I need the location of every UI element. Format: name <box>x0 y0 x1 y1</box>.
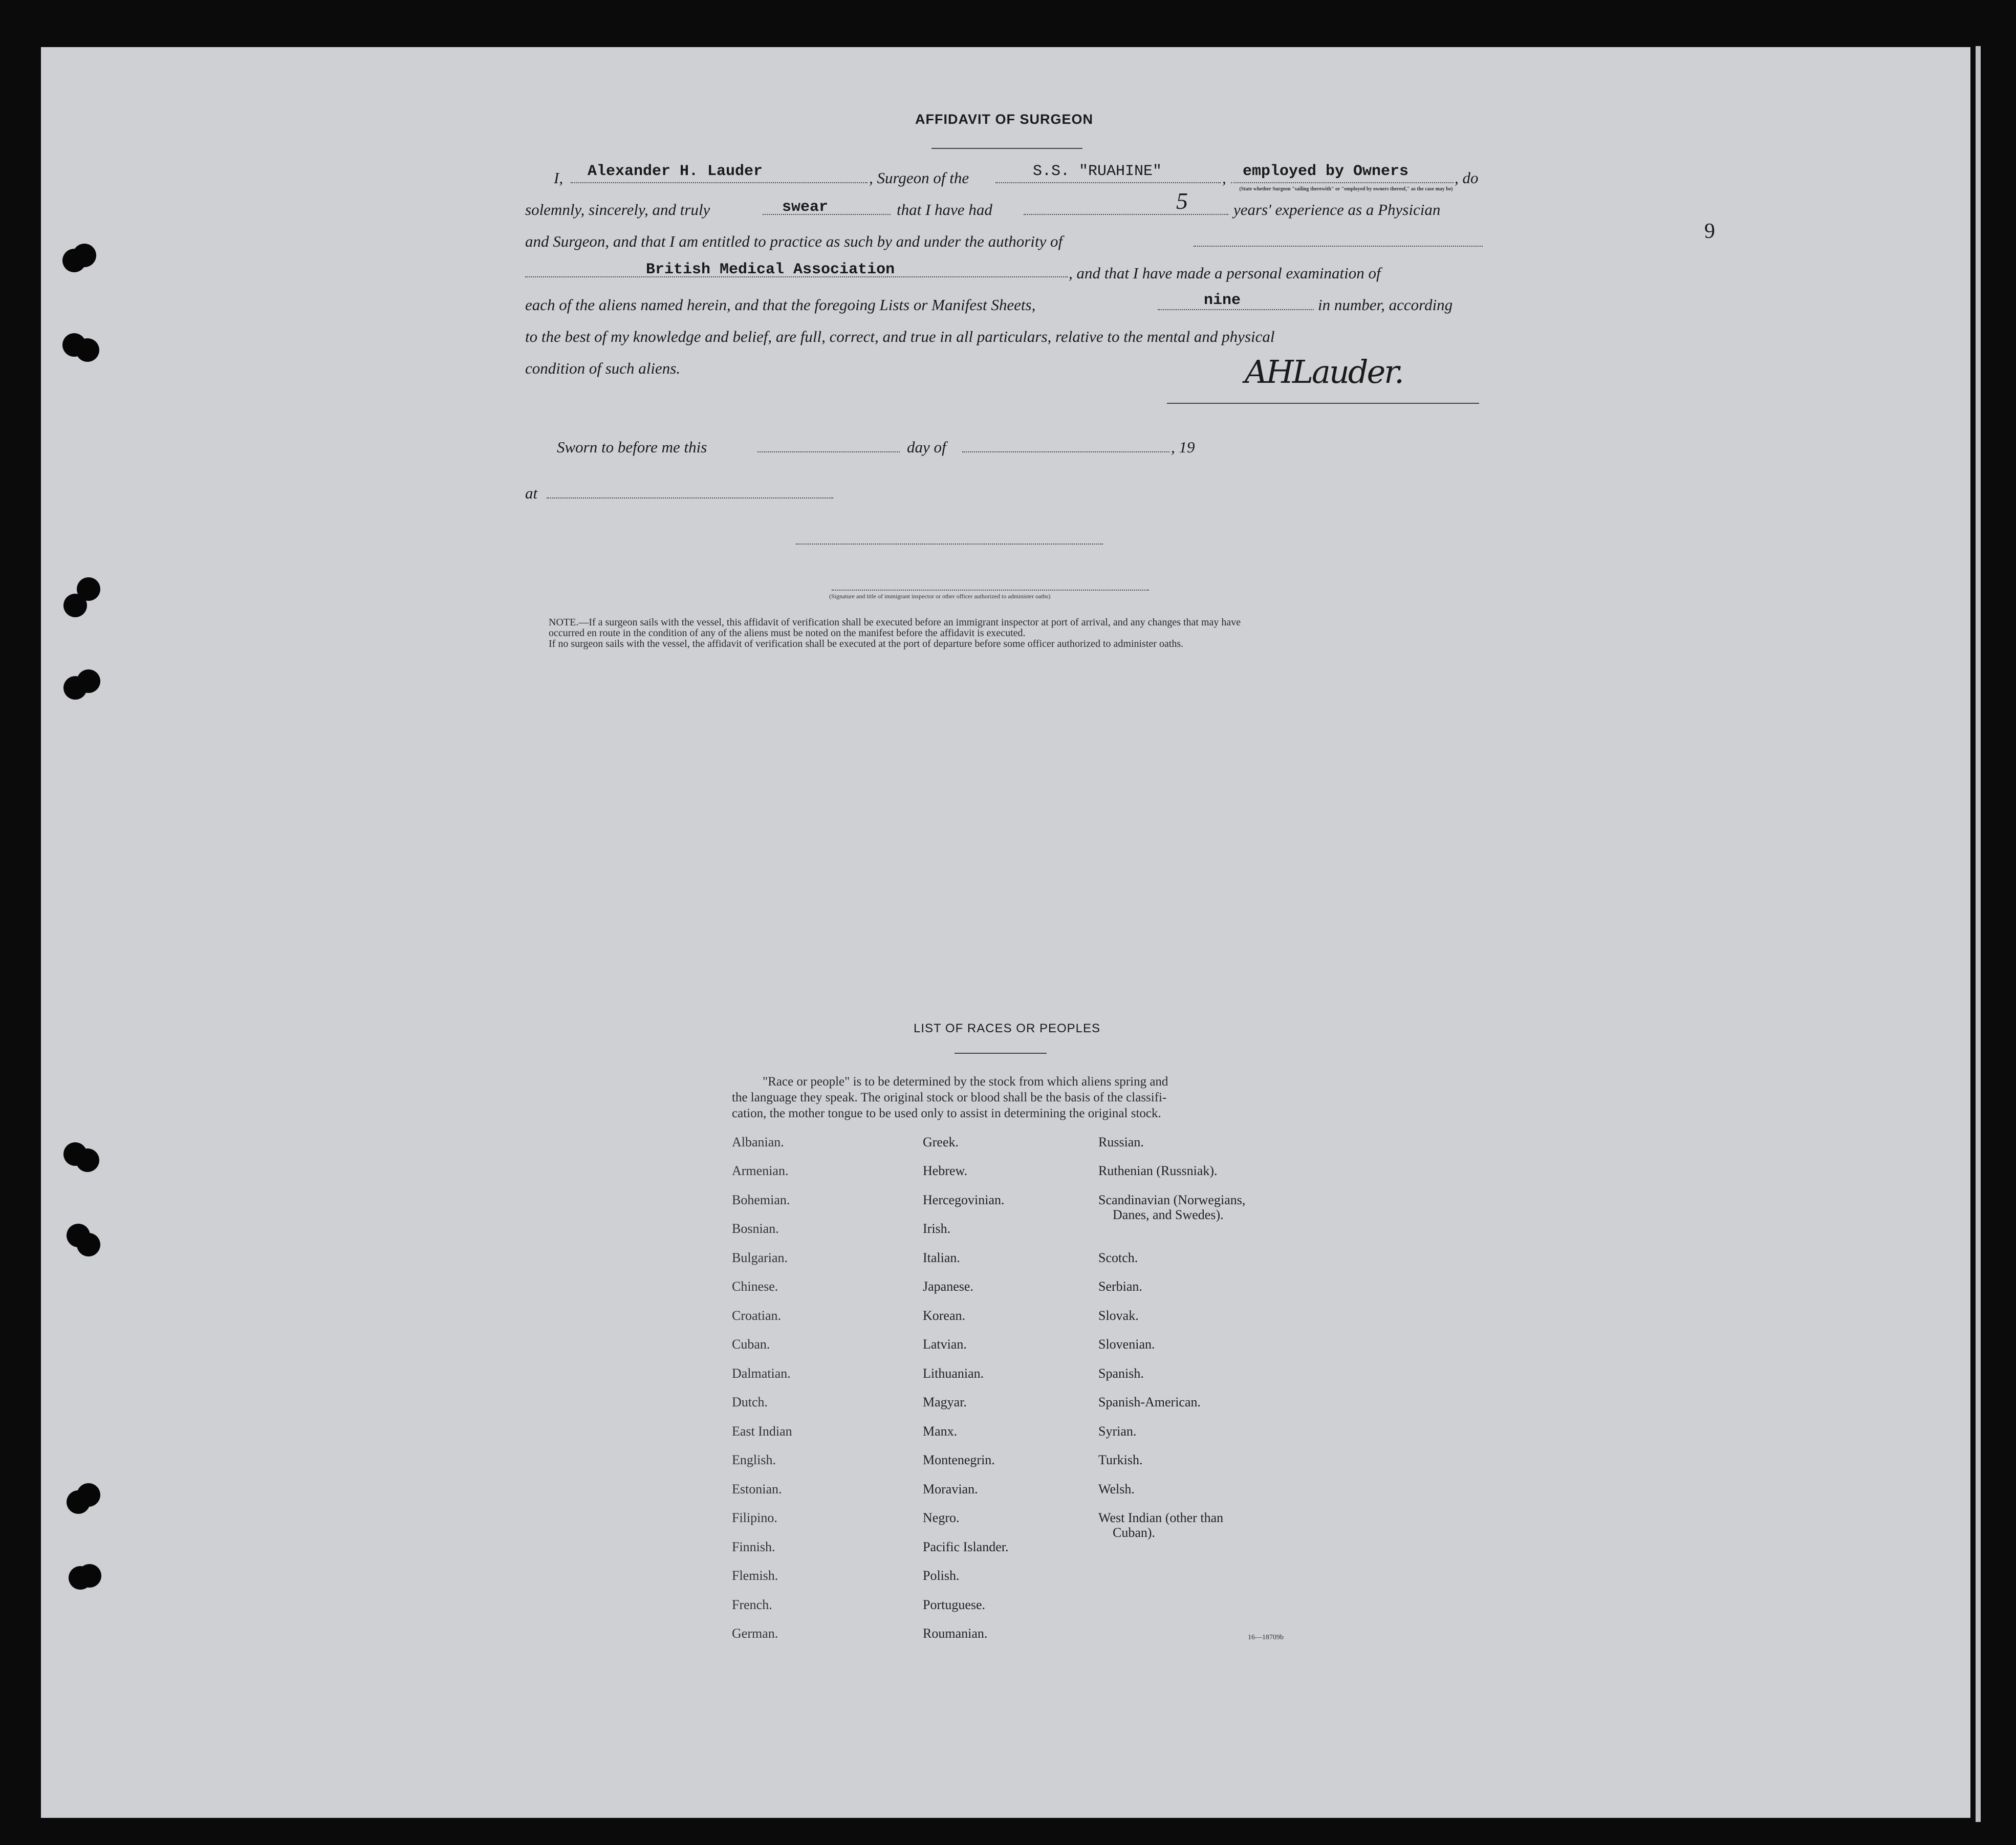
race-item: Bohemian. <box>732 1192 790 1207</box>
race-item: East Indian <box>732 1424 792 1439</box>
race-item: Greek. <box>923 1135 959 1149</box>
authority-value: British Medical Association <box>646 261 895 278</box>
authority-field-top <box>1194 246 1483 247</box>
employment-field <box>1231 182 1454 183</box>
race-item: Spanish. <box>1098 1366 1144 1381</box>
surgeon-signature: AHLauder. <box>1245 353 1403 390</box>
race-item: German. <box>732 1626 778 1641</box>
sworn-month-field <box>962 451 1169 452</box>
text-have-had: that I have had <box>897 201 992 219</box>
race-item: Korean. <box>923 1308 966 1323</box>
race-item: Spanish-American. <box>1098 1395 1201 1409</box>
years-value: 5 <box>1176 188 1188 214</box>
text-years-experience: years' experience as a Physician <box>1233 201 1441 219</box>
title-underline <box>931 148 1082 149</box>
text-solemnly: solemnly, sincerely, and truly <box>525 201 710 219</box>
race-item: Russian. <box>1098 1135 1144 1149</box>
text-surgeon-of: , Surgeon of the <box>869 169 969 187</box>
race-item: Lithuanian. <box>923 1366 984 1381</box>
race-item: Italian. <box>923 1250 960 1265</box>
note-line-3: If no surgeon sails with the vessel, the affidavit of verification shall be executed at the port of departure before some officer authorized to administer oaths. <box>549 638 1184 649</box>
text-line5-end: in number, according <box>1318 296 1453 314</box>
race-item: Japanese. <box>923 1279 973 1294</box>
vessel-field <box>995 182 1221 183</box>
surgeon-name-field <box>571 182 868 183</box>
race-item: Serbian. <box>1098 1279 1142 1294</box>
race-item: Armenian. <box>732 1163 789 1178</box>
race-item: Bulgarian. <box>732 1250 788 1265</box>
note-line-1: NOTE.—If a surgeon sails with the vessel, this affidavit of verification shall be executed before an immigrant inspector at port of arrival, and any changes that may have <box>549 617 1241 628</box>
sworn-day-field <box>757 451 900 452</box>
text-comma: , <box>1222 169 1226 187</box>
races-title: LIST OF RACES OR PEOPLES <box>914 1022 1100 1035</box>
signature-line <box>1167 403 1479 404</box>
signature-caption: (Signature and title of immigrant inspector or other officer authorized to administer oaths) <box>829 593 1051 600</box>
race-item: Turkish. <box>1098 1452 1143 1467</box>
race-item: Dutch. <box>732 1395 768 1409</box>
race-item: Croatian. <box>732 1308 782 1323</box>
page-edge <box>1976 46 1981 1822</box>
surgeon-name: Alexander H. Lauder <box>588 163 763 180</box>
text-day-of: day of <box>907 438 946 456</box>
race-item: Cuban. <box>732 1337 770 1352</box>
race-item: English. <box>732 1452 776 1467</box>
race-item: Welsh. <box>1098 1482 1135 1496</box>
race-item: Montenegrin. <box>923 1452 995 1467</box>
text-do: , do <box>1455 169 1479 187</box>
text-year-prefix: , 19 <box>1171 438 1195 456</box>
race-item: Danes, and Swedes). <box>1113 1207 1224 1222</box>
race-item: Chinese. <box>732 1279 778 1294</box>
race-item: Hebrew. <box>923 1163 968 1178</box>
race-item: French. <box>732 1597 772 1612</box>
race-item: Syrian. <box>1098 1424 1137 1439</box>
races-intro-1: "Race or people" is to be determined by the stock from which aliens spring and <box>763 1075 1168 1089</box>
text-line5-start: each of the aliens named herein, and that the foregoing Lists or Manifest Sheets, <box>525 296 1036 314</box>
races-intro-2: the language they speak. The original stock or blood shall be the basis of the classifi- <box>732 1091 1167 1104</box>
page-number: 9 <box>1704 220 1715 243</box>
race-item: Negro. <box>923 1510 960 1525</box>
sheets-count: nine <box>1204 292 1241 309</box>
race-item: Finnish. <box>732 1539 775 1554</box>
race-item: Latvian. <box>923 1337 967 1352</box>
race-item: Scandinavian (Norwegians, <box>1098 1192 1246 1207</box>
race-item: Manx. <box>923 1424 958 1439</box>
race-item: Scotch. <box>1098 1250 1138 1265</box>
race-item: Portuguese. <box>923 1597 986 1612</box>
race-item: Cuban). <box>1113 1525 1156 1540</box>
text-line7: condition of such aliens. <box>525 359 681 377</box>
note-line-2: occurred en route in the condition of any of the aliens must be noted on the manifest before the affidavit is executed. <box>549 627 1026 639</box>
race-item: Roumanian. <box>923 1626 988 1641</box>
vessel-name: S.S. "RUAHINE" <box>1033 163 1162 180</box>
race-item: Polish. <box>923 1568 960 1583</box>
text-line3: and Surgeon, and that I am entitled to practice as such by and under the authority of <box>525 232 1063 250</box>
text-line6: to the best of my knowledge and belief, are full, correct, and true in all particulars, relative to the mental and physical <box>525 328 1275 345</box>
race-item: Albanian. <box>732 1135 784 1149</box>
text-at: at <box>525 484 538 502</box>
sworn-place-field <box>547 497 833 498</box>
text-i: I, <box>554 169 563 187</box>
form-code: 16—18709b <box>1248 1634 1284 1641</box>
race-item: Dalmatian. <box>732 1366 791 1381</box>
race-item: Flemish. <box>732 1568 778 1583</box>
text-sworn-before: Sworn to before me this <box>557 438 707 456</box>
race-item: Irish. <box>923 1221 951 1236</box>
years-field <box>1024 214 1228 215</box>
sheets-field <box>1158 309 1314 310</box>
race-item: Filipino. <box>732 1510 777 1525</box>
race-item: Slovenian. <box>1098 1337 1155 1352</box>
race-item: Moravian. <box>923 1482 978 1496</box>
races-intro-3: cation, the mother tongue to be used only to assist in determining the original stock. <box>732 1106 1161 1120</box>
oath-type: swear <box>782 199 829 216</box>
race-item: Estonian. <box>732 1482 782 1496</box>
race-item: Bosnian. <box>732 1221 779 1236</box>
race-item: Ruthenian (Russniak). <box>1098 1163 1218 1178</box>
race-item: Pacific Islander. <box>923 1539 1009 1554</box>
text-line4-end: , and that I have made a personal examination of <box>1069 264 1381 282</box>
race-item: Magyar. <box>923 1395 967 1409</box>
race-item: Hercegovinian. <box>923 1192 1005 1207</box>
employment-status: employed by Owners <box>1243 163 1409 180</box>
inspector-signature-line <box>796 544 1103 545</box>
inspector-title-line <box>832 590 1149 591</box>
race-item: Slovak. <box>1098 1308 1139 1323</box>
race-item: West Indian (other than <box>1098 1510 1224 1525</box>
affidavit-title: AFFIDAVIT OF SURGEON <box>915 112 1093 127</box>
employment-hint: (State whether Surgeon "sailing therewith" or "employed by owners thereof," as the case may be) <box>1239 186 1453 192</box>
races-title-underline <box>955 1053 1047 1054</box>
